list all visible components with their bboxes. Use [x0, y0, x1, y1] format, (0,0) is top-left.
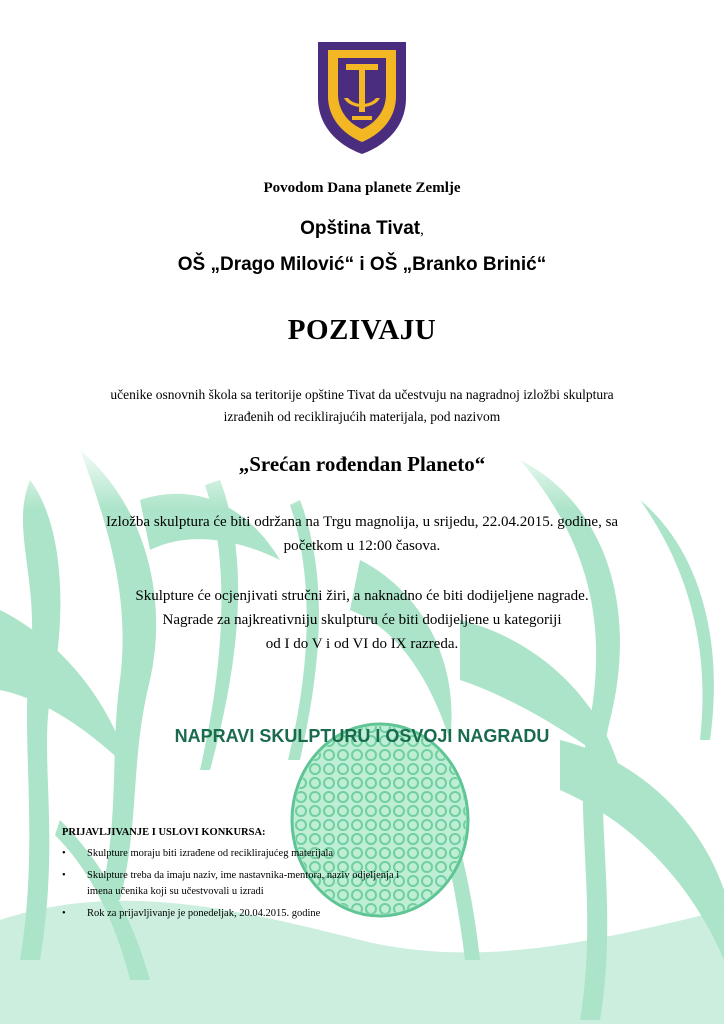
p2-line-3: od I do V i od VI do IX razreda. [265, 636, 459, 652]
list-item [62, 868, 522, 900]
organizer-municipality-name: Opština Tivat [300, 218, 421, 239]
awards-paragraph [0, 584, 724, 656]
rule-line: Skulpture moraju biti izrađene od reciklirajućeg materijala [87, 848, 334, 859]
p2-line-2: Nagrade za najkreativniju skulpturu će biti dodijeljene u kategoriji [162, 612, 562, 628]
exhibition-title: „Srećan rođendan Planeto“ [238, 452, 486, 476]
bullet-icon: • [62, 870, 66, 881]
intro-paragraph [0, 384, 724, 428]
bullet-icon: • [62, 848, 66, 859]
list-item [62, 846, 522, 862]
exhibition-time-paragraph [0, 510, 724, 558]
p1-line-2: početkom u 12:00 časova. [283, 538, 441, 554]
rule-line: Skulpture treba da imaju naziv, ime nastavnika-mentora, naziv odjeljenja i [87, 870, 400, 881]
p2-line-1: Skulpture će ocjenjivati stručni žiri, a naknadno će biti dodijeljene nagrade. [135, 588, 589, 604]
municipality-crest-logo [312, 36, 412, 156]
call-to-action: NAPRAVI SKULPTURU I OSVOJI NAGRADU [174, 726, 550, 746]
rule-line-continued: imena učenika koji su učestvovali u izradi [87, 886, 264, 897]
bullet-icon: • [62, 908, 66, 919]
invite-heading: POZIVAJU [287, 314, 437, 346]
intro-line-1: učenike osnovnih škola sa teritorije opštine Tivat da učestvuju na nagradnoj izložbi skulptura [110, 387, 614, 402]
rules-heading: PRIJAVLJIVANJE I USLOVI KONKURSA: [62, 827, 266, 838]
rule-line: Rok za prijavljivanje je ponedeljak, 20.04.2015. godine [87, 908, 321, 919]
list-item [62, 906, 522, 922]
p1-line-1: Izložba skulptura će biti održana na Trgu magnolija, u srijedu, 22.04.2015. godine, sa [105, 514, 619, 530]
occasion-line: Povodom Dana planete Zemlje [263, 180, 461, 196]
rules-list [62, 846, 522, 928]
intro-line-2: izrađenih od reciklirajućih materijala, pod nazivom [223, 409, 501, 424]
organizer-municipality [0, 218, 724, 240]
organizer-municipality-comma: , [420, 222, 424, 238]
organizer-schools: OŠ „Drago Milović“ i OŠ „Branko Brinić“ [177, 254, 547, 275]
